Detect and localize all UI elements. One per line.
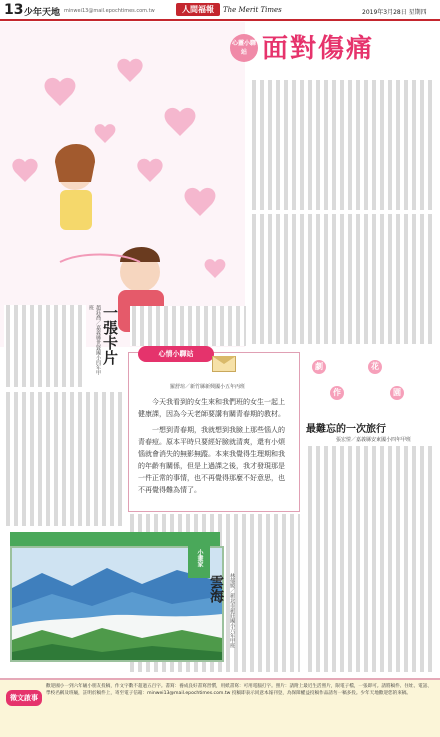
mood-text — [138, 396, 288, 496]
story-text-block — [4, 392, 122, 526]
mood-paragraph: 一想到青春期，我就想到我臉上那些惱人的青春痘。原本平時只要經好臉就清爽，還有小煩惱就會消失的無影無蹤。本來我覺得生理期和我的年齡有關係，但是上過課之後，我才發現那是一件正常的事情，也不再覺得那麼不好意思，也不再覺得難為情了。 — [138, 426, 285, 494]
newspaper-logo-en: The Merit Times — [223, 6, 282, 14]
article-text-block — [130, 306, 246, 346]
trip-title: 最難忘的一次旅行 — [306, 424, 386, 435]
submission-notice-title: 徵文啟事 — [6, 690, 42, 706]
hearts-illustration — [0, 22, 245, 347]
mood-tag: 心情小驛站 — [138, 346, 214, 362]
newspaper-logo: 人間福報 — [176, 3, 220, 16]
feature-title: 面對傷痛 — [262, 34, 375, 64]
section-email[interactable]: minwei13@mail.epochtimes.com.tw — [64, 8, 155, 14]
painting-title: 雲海 — [208, 575, 224, 603]
mood-author: 羅舒瑄／新竹縣新興國小五年丙班 — [170, 384, 246, 390]
feature-illustration — [0, 22, 245, 347]
submission-notice-text: 歡迎國小一到六年級小朋友投稿，作文字數不超過五百字。書寫：養成良好書寫習慣，用紙書寫：可用電腦打字。照片：請附上最近生活照片，限電子檔，一張即可。請將稿件、住址、電話、學校名稱及班級，註明於稿件上，寄至電子信箱：minwei13@mail.epochtimes.com.tw 投稿即表示同意本報刊登，為保障權益投稿作品請勿一稿多投。少年天地歡迎您的來稿。 — [46, 684, 432, 696]
story-title: 一張卡片 — [101, 305, 119, 365]
gallery-label: 花 — [368, 360, 382, 374]
painting-tag: 小畫家 — [188, 538, 210, 578]
article-text-block — [250, 80, 436, 210]
trip-author: 張宏愷／嘉義縣安東國小四年甲班 — [336, 437, 412, 443]
story-text-block — [4, 305, 86, 387]
envelope-flap-icon — [212, 356, 236, 364]
page-number: 13 — [4, 2, 24, 18]
header-rule — [0, 19, 440, 21]
gallery-label: 作 — [330, 386, 344, 400]
article-text-block — [250, 214, 436, 344]
mood-paragraph: 今天我看到的女生來和我們班的女生一起上健康課，因為今天老師要講有關青春期的教材。 — [138, 398, 285, 418]
gallery-label: 劇 — [312, 360, 326, 374]
section-title: 少年天地 — [24, 8, 61, 18]
trip-text-block — [306, 446, 436, 672]
story-author: 趙鈺喬／嘉義縣世賢國小四年甲班 — [88, 305, 101, 375]
gallery-label: 園 — [390, 386, 404, 400]
issue-date: 2019年3月28日 星期四 — [362, 9, 427, 16]
painting-author: 林郁媛／新北市新莊國小六年甲班 — [229, 573, 235, 648]
feature-badge: 心靈小驛站 — [230, 34, 258, 62]
